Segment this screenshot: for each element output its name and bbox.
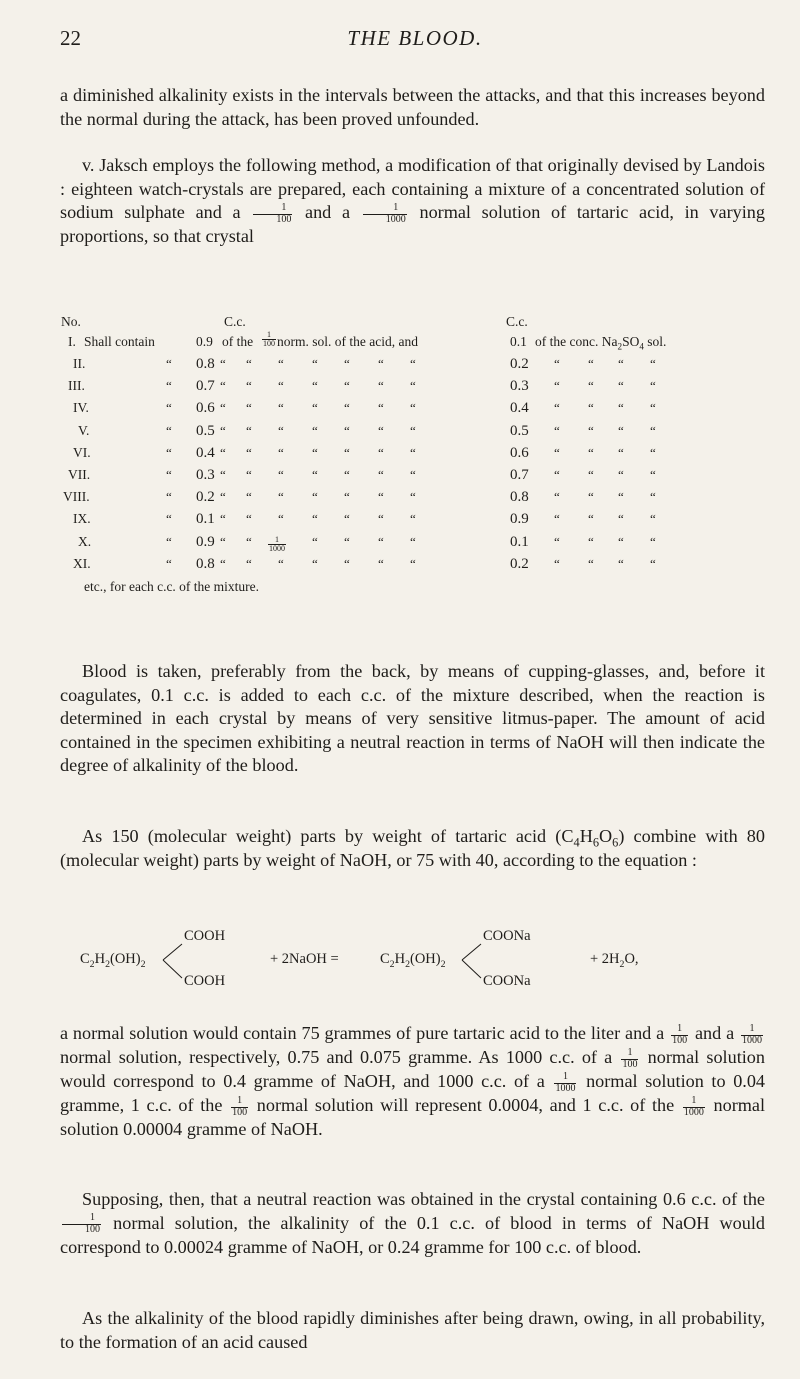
ditto-mark: “ [312, 555, 318, 571]
acid-cc: 0.9 [196, 334, 213, 349]
ditto-mark: “ [344, 378, 350, 394]
acid-cc: 0.2 [196, 489, 215, 506]
ditto-mark: “ [618, 489, 624, 505]
ditto-mark: “ [246, 489, 252, 505]
ditto-mark: “ [166, 356, 172, 371]
ditto-mark: “ [278, 444, 284, 460]
ditto-mark: “ [220, 400, 226, 416]
salt-cc: 0.6 [510, 444, 529, 461]
table-footer: etc., for each c.c. of the mixture. [84, 579, 260, 594]
ditto-mark: “ [344, 356, 350, 371]
salt-cc: 0.2 [510, 356, 529, 372]
ditto-mark: “ [378, 467, 384, 482]
salt-cc: 0.4 [510, 400, 529, 417]
ditto-mark: “ [278, 400, 284, 416]
acid-cc: 0.9 [196, 533, 215, 550]
acid-cc: 0.8 [196, 356, 215, 372]
acid-cc: 0.8 [196, 555, 215, 572]
ditto-mark: “ [220, 422, 226, 438]
ditto-mark: “ [378, 444, 384, 460]
ditto-mark: “ [312, 400, 318, 416]
ditto-mark: “ [650, 467, 656, 482]
ditto-mark: “ [246, 467, 252, 482]
ditto-mark: “ [618, 444, 624, 460]
ditto-mark: “ [312, 444, 318, 460]
ditto-mark: “ [588, 489, 594, 505]
ditto-mark: “ [220, 444, 226, 460]
ditto-mark: “ [650, 422, 656, 438]
row-number: X. [78, 533, 92, 549]
paragraph-3: Blood is taken, preferably from the back, by means of cupping-glasses, and, before it coagulates, 0.1 c.c. is added to each c.c. of the mixture described, when the reaction is determined in each crystal by means of very sensitive litmus-paper. The amount of acid contained in the specimen exhibiting a neutral reaction in terms of NaOH will then indicate the degree of alkalinity of the blood. [60, 661, 765, 775]
ditto-mark: “ [378, 555, 384, 571]
ditto-mark: “ [554, 511, 560, 527]
chemical-equation: COOH COOH $C_2H_2(OH)_2$ + 2NaOH = $C_2H_2(OH)_2$ COONa COONa + $2H_2O$, [80, 918, 740, 1002]
acid-cc: 0.5 [196, 422, 215, 439]
ditto-mark: “ [166, 533, 172, 549]
salt-cc: 0.1 [510, 533, 529, 550]
equation-right-formula: $C_2H_2(OH)_2$ [380, 951, 446, 970]
ditto-mark: “ [378, 533, 384, 549]
fraction: $\frac{1}{100}$ [253, 203, 292, 225]
ditto-mark: “ [166, 555, 172, 571]
ditto-mark: “ [554, 356, 560, 371]
ditto-mark: “ [410, 356, 416, 371]
ditto-mark: “ [410, 467, 416, 482]
row-number: V. [78, 422, 90, 438]
fraction: $\frac{1}{1000}$ [555, 1071, 576, 1094]
ditto-mark: “ [650, 555, 656, 571]
ditto-mark: “ [588, 511, 594, 527]
ditto-mark: “ [166, 422, 172, 438]
ditto-mark: “ [618, 356, 624, 371]
ditto-mark: “ [618, 378, 624, 394]
ditto-mark: “ [618, 511, 624, 527]
ditto-mark: “ [588, 467, 594, 482]
ditto-mark: “ [278, 489, 284, 505]
acid-cc: 0.3 [196, 467, 215, 483]
ditto-mark: “ [312, 422, 318, 438]
ditto-mark: “ [588, 400, 594, 416]
fraction: $\frac{1}{100}$ [62, 1213, 101, 1235]
ditto-mark: “ [588, 422, 594, 438]
ditto-mark: “ [278, 356, 284, 371]
row-number: IV. [73, 400, 89, 416]
fraction: $\frac{1}{100}$ [232, 1095, 248, 1118]
ditto-mark: “ [650, 511, 656, 527]
ditto-mark: “ [344, 467, 350, 482]
ditto-mark: “ [278, 467, 284, 482]
ditto-mark: “ [410, 489, 416, 505]
col-header-no: No. [61, 314, 81, 329]
acid-cc: 0.7 [196, 378, 215, 395]
acid-cc: 0.6 [196, 400, 215, 417]
ditto-mark: “ [246, 378, 252, 394]
salt-cc: 0.1 [510, 334, 527, 349]
page-number: 22 [60, 26, 81, 50]
ditto-mark: “ [246, 400, 252, 416]
ditto-mark: “ [618, 555, 624, 571]
ditto-mark: “ [312, 356, 318, 371]
ditto-mark: “ [554, 422, 560, 438]
ditto-mark: “ [410, 422, 416, 438]
ditto-mark: “ [554, 444, 560, 460]
ditto-mark: “ [410, 400, 416, 416]
salt-cc: 0.9 [510, 511, 529, 528]
ditto-mark: “ [344, 444, 350, 460]
ditto-mark: “ [278, 378, 284, 394]
ditto-mark: “ [378, 511, 384, 527]
paragraph-5: a normal solution would contain 75 grammes of pure tartaric acid to the liter and a $\frac{1}{100}$ and a $\frac{1}{1000}$ normal solution, respectively, 0.75 and 0.075 gramme. As 1000 c.c. of a $\frac{1}{100}$ normal solution would correspond to 0.4 gramme of NaOH, and 1000 c.c. of a $\frac{1}{1000}$ normal solution to 0.04 gramme, 1 c.c. of the $\frac{1}{100}$ normal solution will represent 0.0004, and 1 c.c. of the $\frac{1}{1000}$ normal solution 0.00004 gramme of NaOH. [60, 1022, 766, 1140]
ditto-mark: “ [166, 378, 172, 394]
proportion-table: No. C.c. C.c. I. Shall contain 0.9 of the $\frac{1}{100}$ norm. sol. of the acid, and 0.1 of the conc. $Na_2SO_4$ sol. II. 0.8 0.2 “ “ “ “ “ “ “ “ “ “ “ “ III. 0.7 0.3 “ “ “ “ “ “ “ “ “ “ “ “ IV. 0.6 0.4 “ “ “ “ “ “ “ “ “ “ “ “ V. 0.5 0.5 “ “ “ “ “ “ “ “ “ “ “ “ VI. 0.4 0.6 “ “ “ “ “ “ “ “ “ “ “ “ VII. 0.3 0.7 “ “ “ “ “ “ “ “ “ “ “ “ VIII. 0.2 0.8 “ “ “ “ “ “ “ “ “ “ “ “ IX. 0.1 0.9 “ “ “ “ “ “ “ “ “ “ “ “ X. 0.9 0.1 “ “ “ “ “ “ “ “ “ “ “ $\frac{1}{1000}$ XI. 0.8 0.2 “ “ “ “ “ “ “ “ “ “ “ “ etc., for each c.c. of the mixture. [61, 314, 667, 594]
acid-cc: 0.4 [196, 444, 215, 461]
row-number: IX. [73, 511, 91, 527]
ditto-mark: “ [220, 489, 226, 505]
ditto-mark: “ [588, 378, 594, 394]
ditto-mark: “ [312, 467, 318, 482]
ditto-mark: “ [220, 467, 226, 482]
ditto-mark: “ [618, 400, 624, 416]
salt-cc: 0.7 [510, 467, 529, 483]
ditto-mark: “ [650, 400, 656, 416]
ditto-mark: “ [278, 555, 284, 571]
ditto-mark: “ [554, 467, 560, 482]
ditto-mark: “ [220, 378, 226, 394]
paragraph-1: a diminished alkalinity exists in the intervals between the attacks, and that this increases beyond the normal during the attack, has been proved unfounded. [60, 85, 765, 129]
acid-cc: 0.1 [196, 511, 215, 528]
salt-cc: 0.3 [510, 378, 529, 395]
ditto-mark: “ [588, 533, 594, 549]
paragraph-7: As the alkalinity of the blood rapidly diminishes after being drawn, owing, in all probability, to the formation of an acid caused [60, 1308, 765, 1352]
ditto-mark: “ [312, 489, 318, 505]
ditto-mark: “ [246, 356, 252, 371]
row-number: I. [68, 334, 76, 349]
ditto-mark: “ [554, 533, 560, 549]
ditto-mark: “ [410, 555, 416, 571]
row-number: VI. [73, 444, 91, 460]
ditto-mark: “ [278, 422, 284, 438]
ditto-mark: “ [312, 511, 318, 527]
ditto-mark: “ [220, 356, 226, 371]
ditto-mark: “ [166, 444, 172, 460]
ditto-mark: “ [378, 422, 384, 438]
ditto-mark: “ [554, 555, 560, 571]
ditto-mark: “ [246, 533, 252, 549]
salt-cc: 0.5 [510, 422, 529, 439]
fraction: $\frac{1}{1000}$ [269, 534, 285, 553]
ditto-mark: “ [410, 378, 416, 394]
ditto-mark: “ [220, 555, 226, 571]
ditto-mark: “ [344, 555, 350, 571]
ditto-mark: “ [588, 555, 594, 571]
ditto-mark: “ [588, 356, 594, 371]
ditto-mark: “ [166, 511, 172, 527]
ditto-mark: “ [378, 489, 384, 505]
ditto-mark: “ [650, 378, 656, 394]
row-number: II. [73, 356, 86, 371]
ditto-mark: “ [554, 489, 560, 505]
ditto-mark: “ [312, 533, 318, 549]
ditto-mark: “ [312, 378, 318, 394]
running-title: THE BLOOD. [347, 26, 483, 50]
ditto-mark: “ [344, 533, 350, 549]
ditto-mark: “ [410, 533, 416, 549]
ditto-mark: “ [278, 511, 284, 527]
fraction: $\frac{1}{1000}$ [683, 1095, 704, 1118]
ditto-mark: “ [166, 467, 172, 482]
ditto-mark: “ [554, 400, 560, 416]
salt-cc: 0.8 [510, 489, 529, 506]
ditto-mark: “ [410, 511, 416, 527]
ditto-mark: “ [220, 511, 226, 527]
fraction: $\frac{1}{1000}$ [363, 203, 407, 225]
row-number: III. [68, 378, 85, 394]
ditto-mark: “ [650, 533, 656, 549]
ditto-mark: “ [650, 444, 656, 460]
fraction: $\frac{1}{100}$ [263, 330, 275, 349]
row-number: VIII. [63, 489, 90, 505]
row-number: VII. [68, 467, 91, 482]
ditto-mark: “ [246, 422, 252, 438]
col-header-cc-salt: C.c. [506, 314, 528, 329]
ditto-mark: “ [246, 511, 252, 527]
ditto-mark: “ [344, 489, 350, 505]
paragraph-2: v. Jaksch employs the following method, a modification of that originally devised by Landois : eighteen watch-crystals are prepared, each containing a mixture of a concentrated solution of sodium sulphate and a $\frac{1}{100}$ and a $\frac{1}{1000}$ normal solution of tartaric acid, in varying proportions, so that crystal [60, 155, 765, 247]
row-number: XI. [73, 555, 91, 571]
ditto-mark: “ [618, 533, 624, 549]
ditto-mark: “ [344, 400, 350, 416]
ditto-mark: “ [166, 400, 172, 416]
ditto-mark: “ [378, 356, 384, 371]
ditto-mark: “ [344, 422, 350, 438]
ditto-mark: “ [650, 356, 656, 371]
ditto-mark: “ [650, 489, 656, 505]
paragraph-4: As 150 (molecular weight) parts by weight of tartaric acid $(C_4H_6O_6)$ combine with 80 (molecular weight) parts by weight of NaOH, or 75 with 40, according to the equation : [60, 826, 765, 870]
fraction: $\frac{1}{100}$ [672, 1022, 688, 1046]
page-header [60, 26, 770, 56]
ditto-mark: “ [378, 400, 384, 416]
salt-cc: 0.2 [510, 555, 529, 572]
equation-left-formula: $C_2H_2(OH)_2$ [80, 951, 146, 970]
ditto-mark: “ [378, 378, 384, 394]
ditto-mark: “ [618, 422, 624, 438]
ditto-mark: “ [246, 444, 252, 460]
ditto-mark: “ [618, 467, 624, 482]
ditto-mark: “ [246, 555, 252, 571]
col-header-cc-acid: C.c. [224, 314, 246, 329]
paragraph-6: Supposing, then, that a neutral reaction was obtained in the crystal containing 0.6 c.c. of the $\frac{1}{100}$ normal solution, the alkalinity of the 0.1 c.c. of blood in terms of NaOH would correspond to 0.00024 gramme of NaOH, or 0.24 gramme for 100 c.c. of blood. [60, 1189, 766, 1257]
ditto-mark: “ [220, 533, 226, 549]
ditto-mark: “ [344, 511, 350, 527]
ditto-mark: “ [554, 378, 560, 394]
ditto-mark: “ [166, 489, 172, 505]
ditto-mark: “ [410, 444, 416, 460]
fraction: $\frac{1}{1000}$ [742, 1022, 763, 1046]
fraction: $\frac{1}{100}$ [622, 1047, 638, 1070]
ditto-mark: “ [588, 444, 594, 460]
